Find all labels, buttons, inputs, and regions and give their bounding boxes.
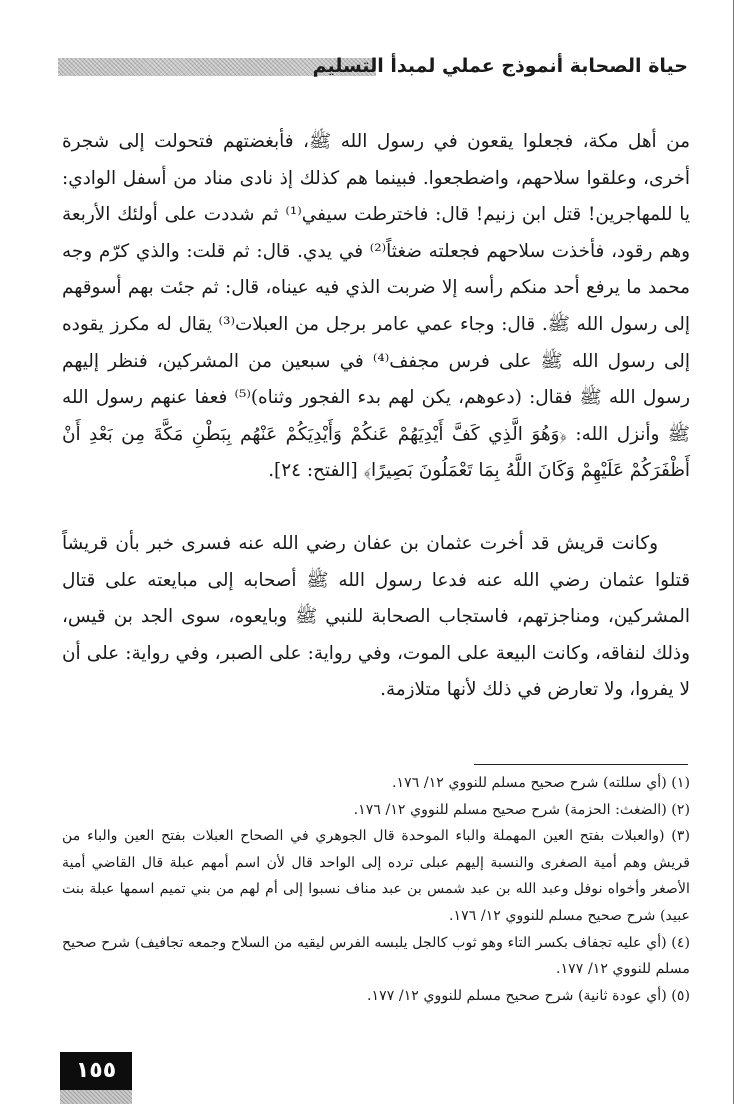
paragraph-2: وكانت قريش قد أخرت عثمان بن عفان رضي الله عنه فسرى خبر بأن قريشاً قتلوا عثمان رضي الله عنه فدعا رسول الله ﷺ أصحابه إلى مبايعته على قتال المشركين، ومناجزتهم، فاستجاب الصحابة للنبي ﷺ وبايعوه، سوى الجد بن قيس، وذلك لنفاقه، وكانت البيعة على الموت، وفي رواية: على الصبر، وفي رواية: على أن لا يفروا، ولا تعارض في ذلك لأنها متلازمة. — [62, 532, 690, 701]
footnote-4: (٤) (أي عليه تجفاف بكسر التاء وهو ثوب كالجل يلبسه الفرس ليقيه من السلاح وجمعه تجافيف) شرح صحيح مسلم للنووي ١٢/ ١٧٧. — [62, 934, 690, 978]
footnote-3: (٣) (والعبلات بفتح العين المهملة والباء الموحدة قال الجوهري في الصحاح العبلات بفتح العين والباء من قريش وهم أمية الصغرى والنسبة إليهم عبلى ترده إلى الواحد قال لأن اسم أمهم عبلة قال القاضي أمية الأصغر وأخواه نوفل وعبد الله بن عبد شمس بن عبد مناف نسبوا إلى أم لهم من بني تميم اسمها عبلة بنت عبيد) شرح صحيح مسلم للنووي ١٢/ ١٧٦. — [62, 828, 690, 924]
footnote-2: (٢) (الضغث: الحزمة) شرح صحيح مسلم للنووي ١٢/ ١٧٦. — [353, 801, 690, 818]
paragraph-gap — [62, 490, 690, 526]
main-text — [62, 124, 690, 709]
paragraph-1: من أهل مكة، فجعلوا يقعون في رسول الله ﷺ، فأبغضتهم فتحولت إلى شجرة أخرى، وعلقوا سلاحهم، واضطجعوا. فبينما هم كذلك إذ نادى مناد من أسفل الوادي: يا للمهاجرين! قتل ابن زنيم! قال: فاخترطت سيفي⁽¹⁾ ثم شددت على أولئك الأربعة وهم رقود، فأخذت سلاحهم فجعلته ضغثاً⁽²⁾ في يدي. قال: ثم قلت: والذي كرّم وجه محمد ما يرفع أحد منكم رأسه إلا ضربت الذي فيه عيناه، قال: ثم جئت بهم أسوقهم إلى رسول الله ﷺ. قال: وجاء عمي عامر برجل من العبلات⁽³⁾ يقال له مكرز يقوده إلى رسول الله ﷺ على فرس مجفف⁽⁴⁾ في سبعين من المشركين، فنظر إليهم رسول الله ﷺ فقال: (دعوهم، يكن لهم بدء الفجور وثناه)⁽⁵⁾ فعفا عنهم رسول الله ﷺ وأنزل الله: ﴿وَهُوَ الَّذِي كَفَّ أَيْدِيَهُمْ عَنكُمْ وَأَيْدِيَكُمْ عَنْهُم بِبَطْنِ مَكَّةَ مِن بَعْدِ أَنْ أَظْفَرَكُمْ عَلَيْهِمْ وَكَانَ اللَّهُ بِمَا تَعْمَلُونَ بَصِيرًا﴾ [الفتح: ٢٤]. — [62, 131, 690, 482]
page-number: ١٥٥ — [60, 1052, 132, 1090]
footnote-5: (٥) (أي عودة ثانية) شرح صحيح مسلم للنووي ١٢/ ١٧٧. — [367, 987, 690, 1004]
page-edge-rule — [733, 0, 734, 1104]
footnote-1: (١) (أي سللته) شرح صحيح مسلم للنووي ١٢/ ١٧٦. — [392, 775, 690, 791]
header-title: حياة الصحابة أنموذج عملي لمبدأ التسليم — [312, 55, 688, 77]
footnote-separator — [474, 764, 688, 765]
footer-pattern-band — [60, 1090, 132, 1104]
footnotes — [62, 770, 690, 1009]
running-header — [58, 50, 688, 82]
